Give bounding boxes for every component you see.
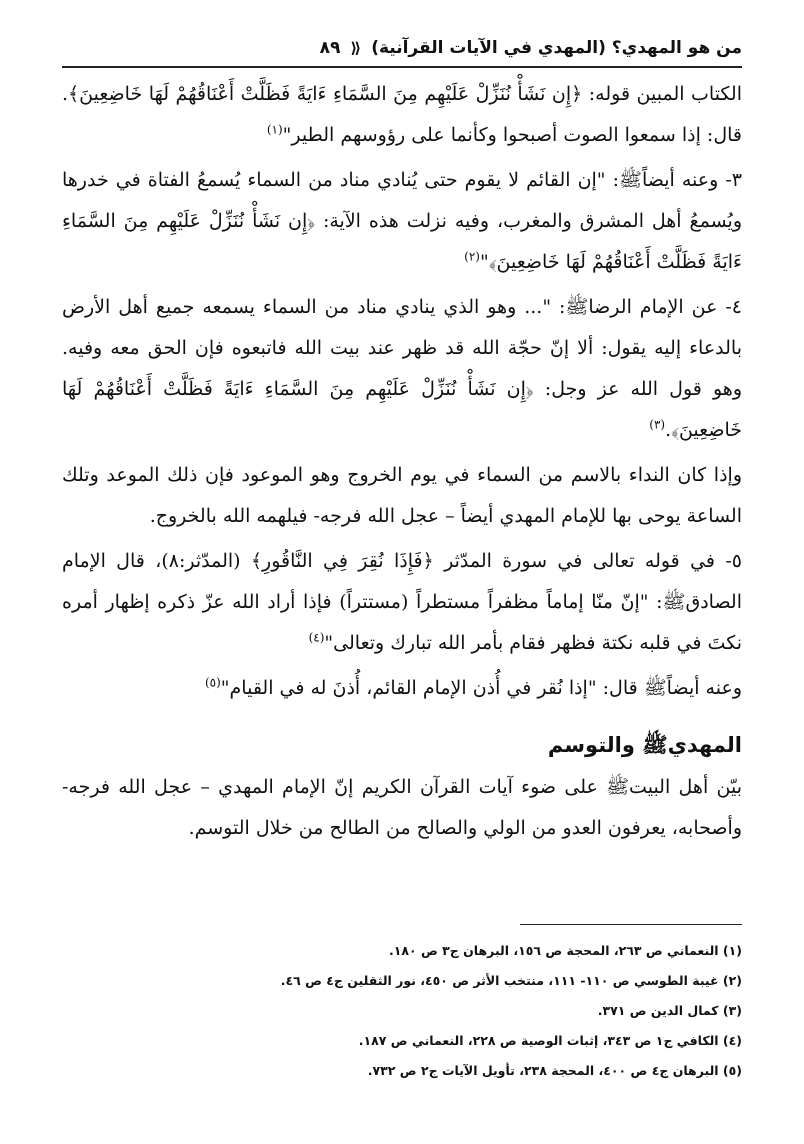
header-arrow-icon: ⟪ [350,39,362,57]
paragraph-4: وإذا كان النداء بالاسم من السماء في يوم الخروج وهو الموعود فإن ذلك الموعد وتلك الساعة يوحى بها للإمام المهدي أيضاً – عجل الله فرجه- فيلهمه الله بالخروج. [62,464,742,527]
footnote-1: (١) النعماني ص ٢٦٣، المحجة ص ١٥٦، البرهان ج٣ ص ١٨٠. [388,943,742,958]
paragraph-2: ٣- وعنه أيضاًﷺ: "إن القائم لا يقوم حتى يُنادي مناد من السماء يُسمعُ الفتاة في خدرها ويُسمعُ أهل المشرق والمغرب، وفيه نزلت هذه الآية: ﴿إِن نَشَأْ نُنَزِّلْ عَلَيْهِم مِنَ السَّمَاءِ ءَايَةً فَظَلَّتْ أَعْنَاقُهُمْ لَهَا خَاضِعِينَ﴾"$^{(٢)}$ [62,169,742,273]
footnote-ref: (٥) [204,675,221,690]
footnote-3: (٣) كمال الدين ص ٣٧١. [597,1003,742,1018]
footnote-5: (٥) البرهان ج٤ ص ٤٠٠، المحجة ٢٣٨، تأويل الآيات ج٢ ص ٧٣٢. [367,1063,742,1078]
footnote-ref: (٤) [308,630,325,645]
paragraph-5: ٥- في قوله تعالى في سورة المدّثر ﴿فَإِذَا نُقِرَ فِي النَّاقُورِ﴾ (المدّثر:٨)، قال الإمام الصادقﷺ: "إنّ منّا إماماً مظفراً مستطراً (مستتراً) فإذا أراد الله عزّ ذكره إظهار أمره نكتَ في قلبه نكتة فظهر فقام بأمر الله تبارك وتعالى"$^{(٤)}$ [62,550,742,654]
footnote-ref: (٢) [464,249,480,264]
footnote-4: (٤) الكافي ج١ ص ٣٤٣، إثبات الوصية ص ٢٢٨، النعماني ص ١٨٧. [358,1033,742,1048]
page-number: ٨٩ [319,38,341,58]
running-title: من هو المهدي؟ (المهدي في الآيات القرآنية) [371,38,742,58]
paragraph-6: وعنه أيضاًﷺ قال: "إذا نُقر في أُذن الإمام القائم، أُذنَ له في القيام"$^{(٥)}$ [204,675,742,699]
footnote-2: (٢) غيبة الطوسي ص ١١٠- ١١١، منتخب الأثر ص ٤٥٠، نور الثقلين ج٤ ص ٤٦. [280,973,742,988]
footnotes [62,936,742,1086]
footnote-ref: (١) [266,122,283,137]
footnote-divider [520,924,742,925]
main-text [62,74,742,853]
section-heading: المهديﷺ والتوسم [547,733,742,757]
paragraph-3: ٤- عن الإمام الرضاﷺ: "... وهو الذي ينادي مناد من السماء يسمعه جميع أهل الأرض بالدعاء إليه يقول: ألا إنّ حجّة الله قد ظهر عند بيت الله فاتبعوه فإن الحق معه وفيه. وهو قول الله عز وجل: ﴿إِن نَشَأْ نُنَزِّلْ عَلَيْهِم مِنَ السَّمَاءِ ءَايَةً فَظَلَّتْ أَعْنَاقُهُمْ لَهَا خَاضِعِينَ﴾.$^{(٣)}$ [62,296,742,441]
footnote-ref: (٣) [649,417,666,432]
page-header [62,30,742,68]
paragraph-1: الكتاب المبين قوله: ﴿إِن نَشَأْ نُنَزِّلْ عَلَيْهِم مِنَ السَّمَاءِ ءَايَةً فَظَلَّتْ أَعْنَاقُهُمْ لَهَا خَاضِعِينَ﴾. قال: إذا سمعوا الصوت أصبحوا وكأنما على رؤوسهم الطير"$^{(١)}$ [62,83,742,146]
closing-paragraph: بيّن أهل البيتﷺ على ضوء آيات القرآن الكريم إنّ الإمام المهدي – عجل الله فرجه- وأصحابه، يعرفون العدو من الولي والصالح من الطالح من خلال التوسم. [62,776,742,839]
